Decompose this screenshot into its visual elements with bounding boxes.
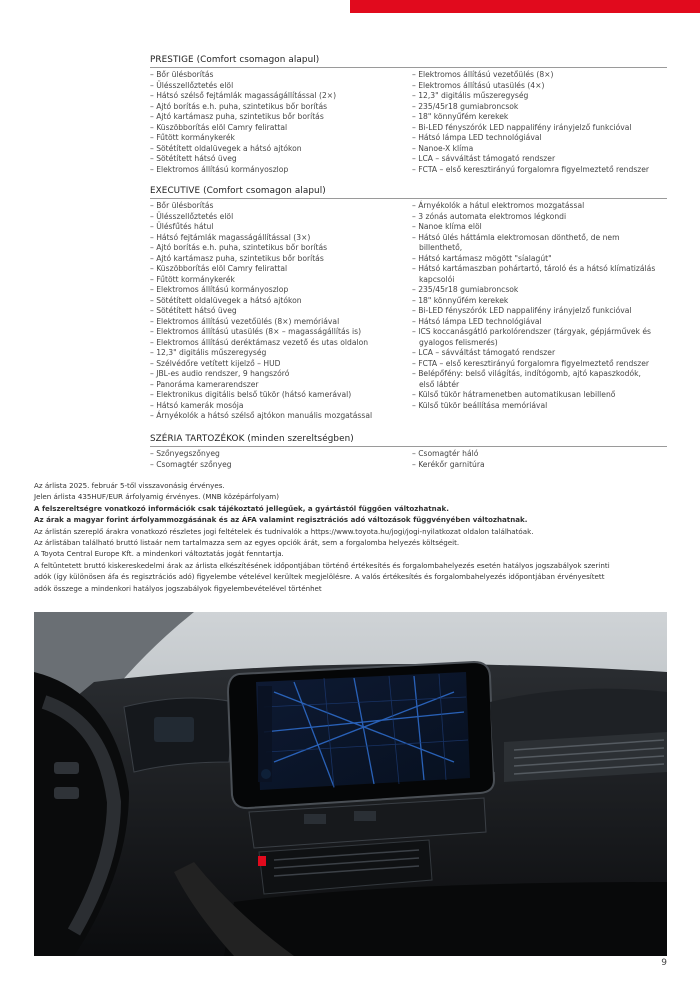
list-item: – 235/45r18 gumiabroncsok [412,285,519,294]
dashboard-illustration [34,612,667,956]
list-item: – JBL-es audio rendszer, 9 hangszóró [150,369,290,378]
list-item: – Hátsó kartámaszban pohártartó, tároló és a hátsó klímatizálás [412,264,656,273]
list-item: – Ülésfűtés hátul [150,222,214,231]
list-item: – 12,3" digitális műszeregység [412,91,529,100]
list-item: – Nanoe klíma elöl [412,222,482,231]
car-interior-photo [34,612,667,956]
note-line: Az árak a magyar forint árfolyammozgásának és az ÁFA valamint regisztrációs adó változások függvényében változhatnak. [34,515,528,525]
list-item: – 12,3" digitális műszeregység [150,348,267,357]
list-item: – 235/45r18 gumiabroncsok [412,101,519,111]
list-item: – Hátsó lámpa LED technológiával [412,133,542,142]
prestige-right-list [412,70,667,175]
list-item: – Hátsó szélső fejtámlák magasságállítással (2×) [150,91,337,100]
list-item: – Küszöbborítás elöl Camry felirattal [150,264,288,273]
executive-title: EXECUTIVE (Comfort csomagon alapul) [150,185,667,199]
list-item: – Ajtó borítás e.h. puha, szintetikus bőr borítás [150,243,328,252]
accessories-right-list [412,449,667,470]
note-line: adók összege a mindenkori hatályos jogszabályok figyelembevételével történhet [34,583,322,593]
executive-left-list [150,201,412,422]
list-item: – Szőnyegszőnyeg [150,449,220,458]
note-line: Az árlistán szereplő árakra vonatkozó részletes jogi feltételek és tudnivalók a https://www.toyota.hu/jogi/jogi-nyilatkozat oldalon találhatóak. [34,526,534,536]
list-item: – Csomagtér szőnyeg [150,459,232,469]
list-item: – Ajtó kartámasz puha, szintetikus bőr borítás [150,253,324,263]
list-item: – LCA – sávváltást támogató rendszer [412,154,556,163]
list-item: – Hátsó ülés háttámla elektromosan dönthető, de nem [412,232,620,242]
list-item: – LCA – sávváltást támogató rendszer [412,348,556,357]
list-item: – Sötétített hátsó üveg [150,306,237,315]
list-item-continuation: kapcsolói [419,274,455,284]
list-item: – Ajtó kartámasz puha, szintetikus bőr borítás [150,112,324,121]
accessories-title: SZÉRIA TARTOZÉKOK (minden szereltségben) [150,433,667,447]
list-item: – Sötétített oldalüvegek a hátsó ajtókon [150,143,302,153]
accessories-left-list [150,449,412,470]
note-line: A feltüntetett bruttó kiskereskedelmi árak az árlista elkészítésének időpontjában történő értékesítés és forgalombahelyezés esetén hatályos jogszabályok szerinti [34,560,610,570]
list-item: – Nanoe-X klíma [412,143,474,153]
list-item: – Küszöbborítás elöl Camry felirattal [150,122,288,132]
list-item: – Fűtött kormánykerék [150,274,235,284]
list-item: – Hátsó kartámasz mögött "síalagút" [412,253,552,263]
red-accent-bar [350,0,700,13]
list-item: – Külső tükör beállítása memóriával [412,400,548,410]
prestige-title: PRESTIGE (Comfort csomagon alapul) [150,54,667,68]
list-item: – Csomagtér háló [412,449,479,458]
note-line: A Toyota Central Europe Kft. a mindenkori változtatás jogát fenntartja. [34,549,284,559]
list-item: – Panoráma kamerarendszer [150,379,259,389]
page-number: 9 [661,958,667,968]
prestige-left-list [150,70,412,175]
executive-section [150,185,667,422]
list-item: – Ülésszellőztetés elöl [150,80,234,90]
prestige-section [150,54,667,175]
note-line: Az árlista 2025. február 5-től visszavonásig érvényes. [34,481,225,490]
list-item: – Fűtött kormánykerék [150,133,235,142]
note-line: A felszereltségre vonatkozó információk csak tájékoztató jellegűek, a gyártástól függően változhatnak. [34,503,449,513]
list-item: – Ajtó borítás e.h. puha, szintetikus bőr borítás [150,101,328,111]
list-item: – 3 zónás automata elektromos légkondi [412,211,567,221]
list-item-continuation: gyalogos felismerés) [419,337,498,347]
list-item: – 18" könnyűfém kerekek [412,112,509,121]
list-item: – Bi-LED fényszórók LED nappalifény irányjelző funkcióval [412,122,632,132]
list-item: – Belépőfény: belső világítás, indítógomb, ajtó kapaszkodók, [412,369,641,378]
list-item: – Elektromos állítású vezetőülés (8×) [412,70,554,79]
note-line: Az árlistában található bruttó listaár nem tartalmazza sem az egyes opciók árát, sem a forgalomba helyezés költségeit. [34,538,460,548]
list-item: – Sötétített hátsó üveg [150,154,237,163]
list-item: – 18" könnyűfém kerekek [412,295,509,305]
list-item: – Bőr ülésborítás [150,201,214,210]
executive-right-list [412,201,667,422]
list-item: – Sötétített oldalüvegek a hátsó ajtókon [150,295,302,305]
list-item: – ICS koccanásgátló parkolórendszer (tárgyak, gépjárművek és [412,327,651,336]
list-item: – Elektromos állítású deréktámasz vezető és utas oldalon [150,337,369,347]
list-item: – Hátsó lámpa LED technológiával [412,316,542,326]
list-item: – Árnyékolók a hátsó szélső ajtókon manuális mozgatással [150,411,373,420]
list-item: – Külső tükör hátramenetben automatikusan lebillenő [412,390,616,399]
list-item: – Elektromos állítású utasülés (4×) [412,80,545,90]
list-item: – Ülésszellőztetés elöl [150,211,234,221]
list-item: – Elektromos állítású vezetőülés (8×) memóriával [150,316,340,326]
accessories-section [150,433,667,470]
list-item: – Elektromos állítású kormányoszlop [150,285,289,294]
list-item-continuation: első lábtér [419,379,460,389]
list-item: – Bőr ülésborítás [150,70,214,79]
legal-notes [34,480,674,594]
list-item: – Kerékőr garnitúra [412,459,485,469]
list-item: – Elektromos állítású utasülés (8× – magasságállítás is) [150,327,362,336]
list-item: – FCTA – első keresztirányú forgalomra figyelmeztető rendszer [412,358,650,368]
note-line: adók (így különösen áfa és regisztrációs adó) figyelembe vételével kerültek megjelölésre. A valós értékesítés és forgalombahelyezés időpontjában érvényesített [34,572,605,582]
note-line: Jelen árlista 435HUF/EUR árfolyamig érvényes. (MNB középárfolyam) [34,492,279,502]
list-item-continuation: billenthető, [419,243,463,252]
list-item: – Árnyékolók a hátul elektromos mozgatással [412,201,585,210]
list-item: – FCTA – első keresztirányú forgalomra figyelmeztető rendszer [412,164,650,174]
list-item: – Hátsó fejtámlák magasságállítással (3×) [150,232,311,242]
list-item: – Bi-LED fényszórók LED nappalifény irányjelző funkcióval [412,306,632,315]
list-item: – Hátsó kamerák mosója [150,400,244,410]
list-item: – Szélvédőre vetített kijelző – HUD [150,358,281,368]
list-item: – Elektronikus digitális belső tükör (hátsó kamerával) [150,390,352,399]
list-item: – Elektromos állítású kormányoszlop [150,164,289,174]
